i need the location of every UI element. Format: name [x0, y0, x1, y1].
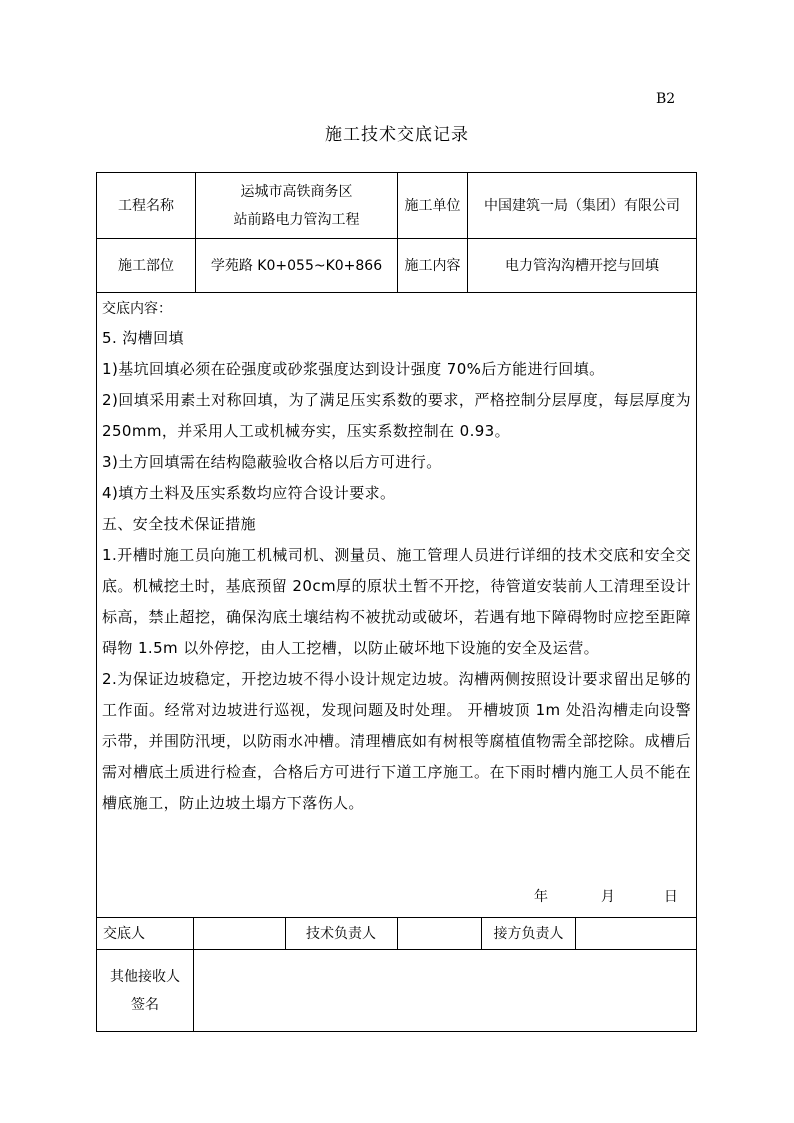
paragraph: 2.为保证边坡稳定，开挖边坡不得小设计规定边坡。沟槽两侧按照设计要求留出足够的工作面。经常对边坡进行巡视，发现问题及时处理。 开槽坡顶 1m 处沿沟槽走向设警示带，并围防汛埂，以防雨水冲槽。清理槽底如有树根等腐植值物需全部挖除。成槽后需对槽底土质进行检查，合格后方可进行下道工序施工。在下雨时槽内施工人员不能在槽底施工，防止边坡土塌方下落伤人。 [102, 670, 691, 812]
project-name-label: 工程名称 [118, 197, 174, 214]
paragraph: 1)基坑回填必须在砼强度或砂浆强度达到设计强度 70%后方能进行回填。 [102, 360, 605, 378]
date-day: 日 [663, 889, 678, 905]
project-name-value [196, 173, 397, 238]
paragraph: 五、安全技术保证措施 [102, 515, 257, 533]
others-label [97, 950, 193, 1031]
document-code: B2 [656, 91, 676, 107]
date-year: 年 [534, 889, 548, 905]
receiver-lead-signature[interactable] [576, 918, 696, 949]
briefing-content [97, 293, 696, 819]
paragraph: 1.开槽时施工员向施工机械司机、测量员、施工管理人员进行详细的技术交底和安全交底。机械挖土时，基底预留 20cm厚的原状土暂不开挖，待管道安装前人工清理至设计标高，禁止超挖，确保沟底土壤结构不被扰动或破坏，若遇有地下障碍物时应挖至距障碍物 1.5m 以外停挖，由人工挖槽，以防止破坏地下设施的安全及运营。 [102, 546, 691, 657]
contractor-label: 施工单位 [404, 197, 461, 214]
briefer-signature[interactable] [194, 918, 285, 949]
document-title: 施工技术交底记录 [325, 125, 469, 145]
project-name-line1: 运城市高铁商务区 [240, 183, 353, 200]
paragraph: 3)土方回填需在结构隐蔽验收合格以后方可进行。 [102, 453, 442, 471]
content-value: 电力管沟沟槽开挖与回填 [505, 257, 659, 274]
contractor-value: 中国建筑一局（集团）有限公司 [484, 197, 680, 214]
briefer-label: 交底人 [103, 925, 145, 942]
date-line [534, 886, 678, 906]
briefing-heading: 交底内容： [102, 301, 172, 317]
tech-lead-label: 技术负责人 [306, 925, 376, 942]
paragraph: 4)填方土料及压实系数均应符合设计要求。 [102, 484, 396, 502]
paragraph: 5. 沟槽回填 [102, 329, 184, 347]
receiver-lead-label: 接方负责人 [493, 925, 564, 942]
paragraph: 2)回填采用素土对称回填，为了满足压实系数的要求，严格控制分层厚度，每层厚度为 250mm，并采用人工或机械夯实，压实系数控制在 0.93。 [102, 391, 691, 440]
others-signature-area[interactable] [194, 950, 696, 1031]
section-value: 学苑路 K0+055~K0+866 [210, 257, 383, 274]
project-name-line2: 站前路电力管沟工程 [233, 211, 360, 228]
tech-lead-signature[interactable] [398, 918, 481, 949]
date-month: 月 [600, 889, 615, 905]
others-label-line2: 签名 [131, 996, 159, 1013]
others-label-line1: 其他接收人 [110, 968, 180, 985]
section-label: 施工部位 [118, 257, 174, 274]
content-label: 施工内容 [404, 257, 461, 274]
record-table [96, 172, 697, 1032]
